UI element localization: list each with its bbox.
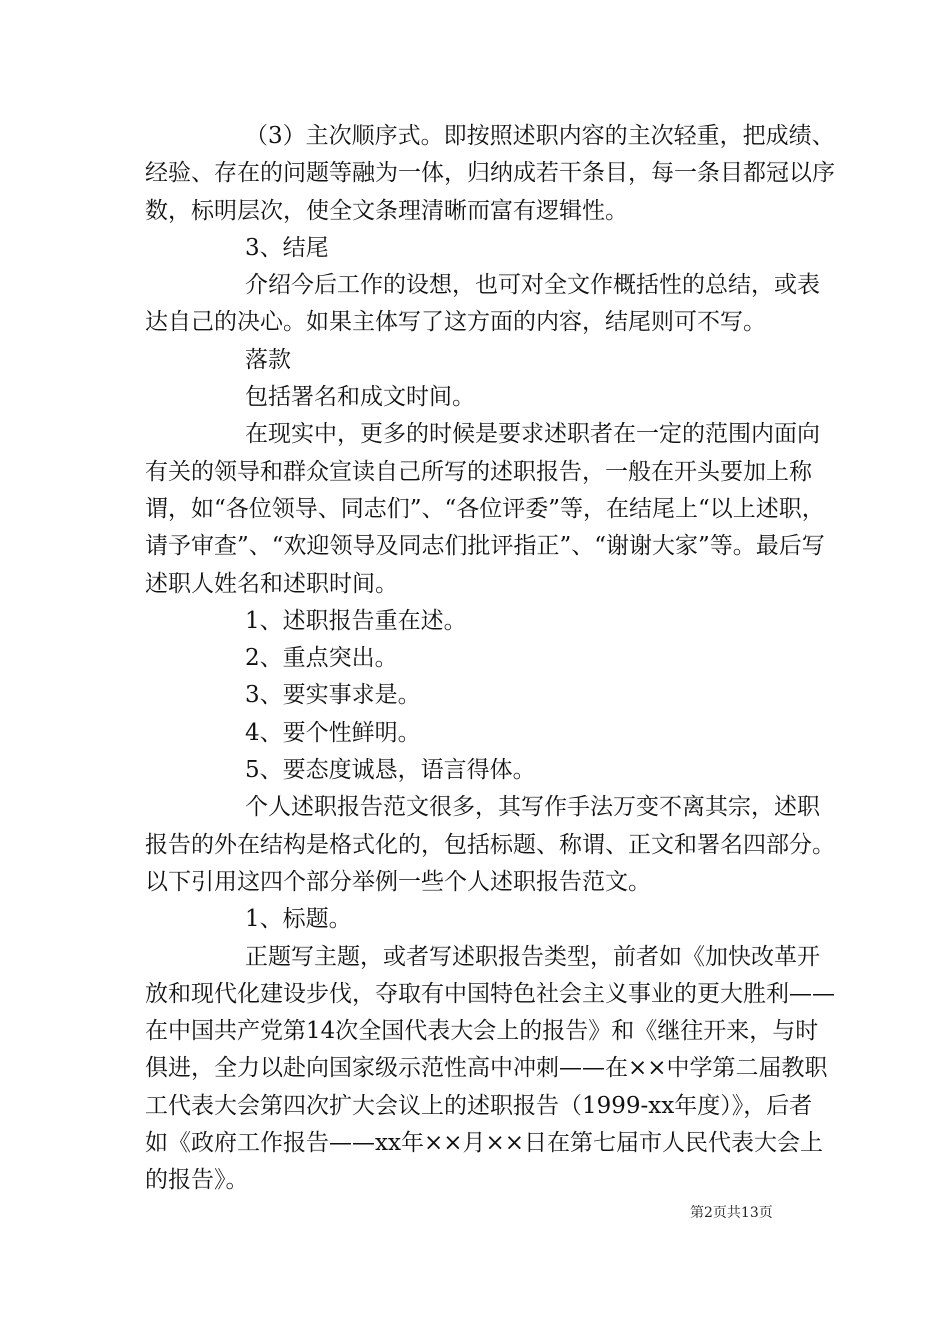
- paragraph-reality: 在现实中，更多的时候是要求述职者在一定的范围内面向有关的领导和群众宣读自己所写的述职报告，一般在开头要加上称谓，如“各位领导、同志们”、“各位评委”等，在结尾上“以上述职，请予审查”、“欢迎领导及同志们批评指正”、“谢谢大家”等。最后写述职人姓名和述职时间。: [145, 421, 825, 597]
- list-item: 3、要实事求是。: [245, 682, 421, 709]
- paragraph-examples-intro: 个人述职报告范文很多，其写作手法万变不离其宗，述职报告的外在结构是格式化的，包括标题、称谓、正文和署名四部分。以下引用这四个部分举例一些个人述职报告范文。: [145, 794, 835, 895]
- list-item: 1、述职报告重在述。: [245, 607, 467, 634]
- document-body: [145, 118, 835, 1200]
- heading-ending: 3、结尾: [245, 234, 329, 261]
- list-item: 2、重点突出。: [245, 645, 398, 672]
- paragraph-title-examples: 正题写主题，或者写述职报告类型，前者如《加快改革开放和现代化建设步伐，夺取有中国特色社会主义事业的更大胜利——在中国共产党第14次全国代表大会上的报告》和《继往开来，与时俱进，全力以赴向国家级示范性高中冲刺——在××中学第二届教职工代表大会第四次扩大会议上的述职报告（1999-xx年度）》，后者如《政府工作报告——xx年××月××日在第七届市人民代表大会上的报告》。: [145, 943, 835, 1194]
- paragraph-ordering-style: （3）主次顺序式。即按照述职内容的主次轻重，把成绩、经验、存在的问题等融为一体，归纳成若干条目，每一条目都冠以序数，标明层次，使全文条理清晰而富有逻辑性。: [145, 123, 835, 224]
- page-number-footer: 第2页共13页: [690, 1205, 773, 1221]
- paragraph-ending-content: 介绍今后工作的设想，也可对全文作概括性的总结，或表达自己的决心。如果主体写了这方面的内容，结尾则可不写。: [145, 272, 820, 336]
- list-item: 5、要态度诚恳，语言得体。: [245, 757, 536, 784]
- list-item: 4、要个性鲜明。: [245, 719, 421, 746]
- heading-title-section: 1、标题。: [245, 906, 352, 933]
- heading-signature: 落款: [245, 346, 291, 373]
- paragraph-signature-content: 包括署名和成文时间。: [245, 384, 475, 411]
